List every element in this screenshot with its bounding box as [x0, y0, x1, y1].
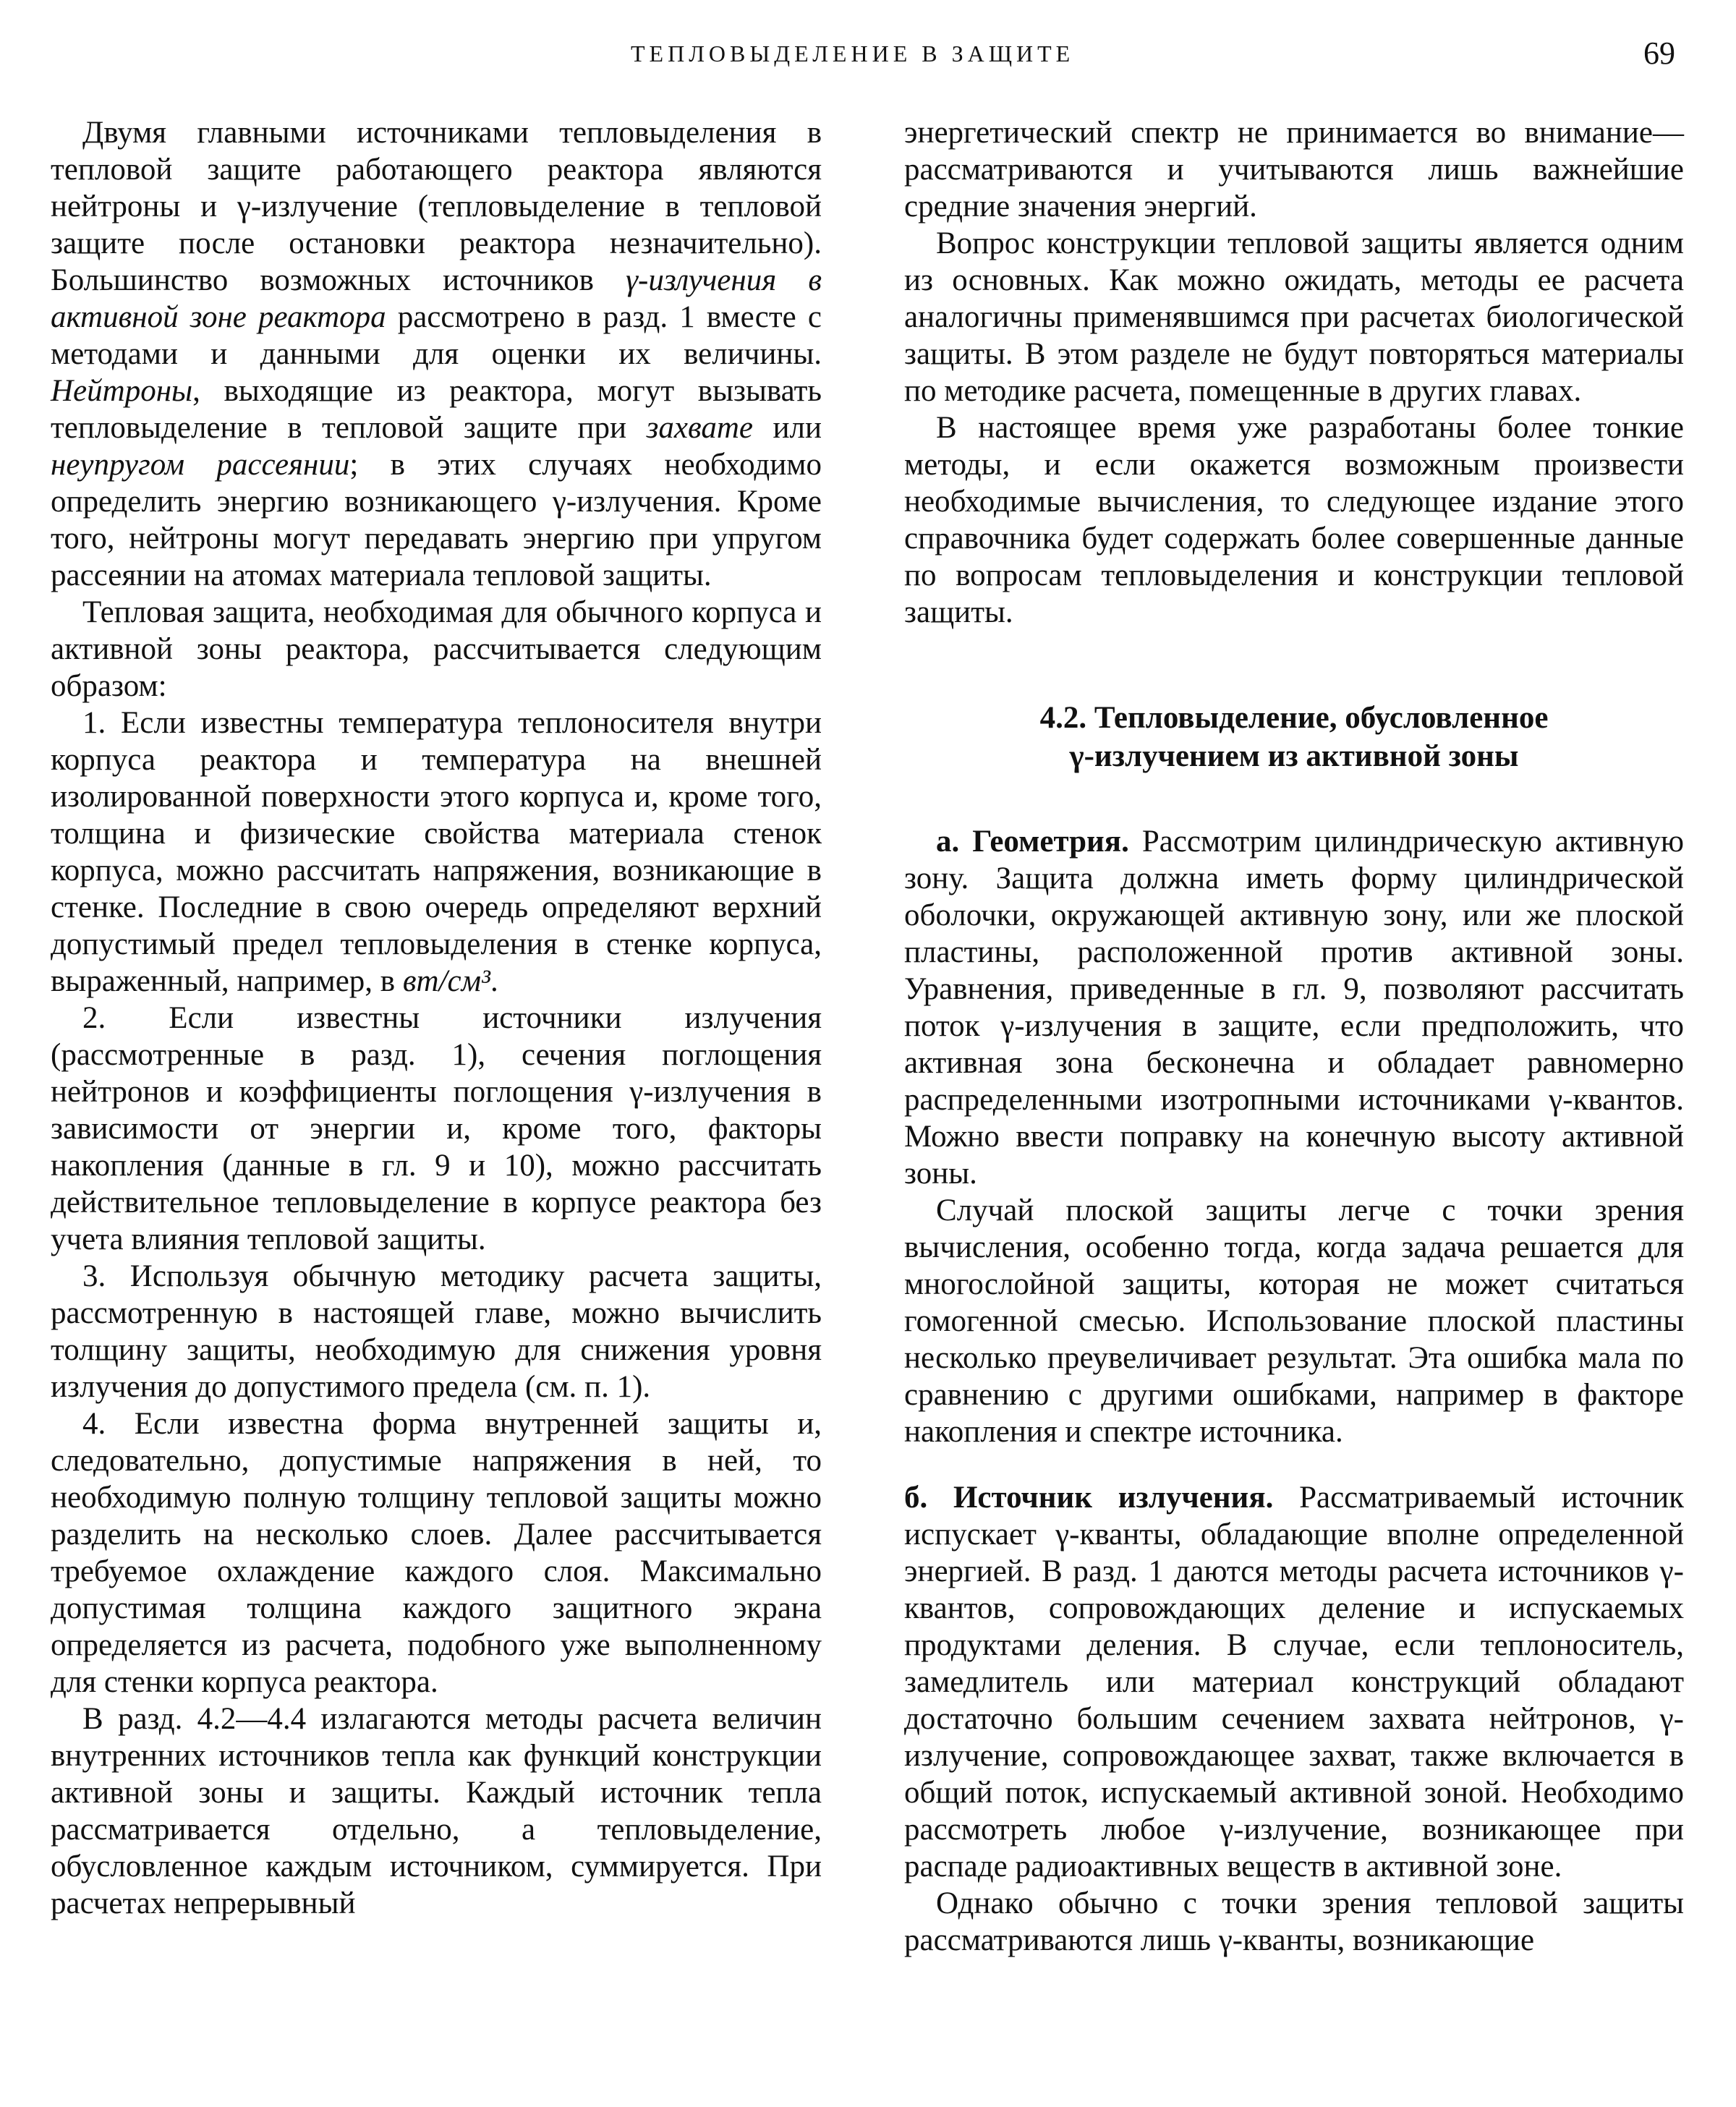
- right-column: [904, 114, 1684, 1959]
- text-run: ; в этих случаях необходимо определить энергию возникающего γ-излучения. Кроме того, нейтроны могут передавать энергию при упругом рассеянии на атомах материала тепловой защиты.: [51, 448, 822, 592]
- subsection-radiation-source: [904, 1479, 1684, 1885]
- paragraph-gamma-quanta: Однако обычно с точки зрения тепловой защиты рассматриваются лишь γ-кванты, возникающие: [904, 1886, 1684, 1957]
- text-run: Двумя главными источниками тепловыделения в тепловой защите работающего реактора являются нейтроны и γ-излучение (тепловыделение в тепловой защите после остановки реактора незначительно). Большинство возможных источников: [51, 116, 822, 297]
- paragraph-flat-shield: Случай плоской защиты легче с точки зрения вычисления, особенно тогда, когда задача решается для многослойной защиты, которая не может считаться гомогенной смесью. Использование плоской пластины несколько преувеличивает результат. Эта ошибка мала по сравнению с другими ошибками, например в факторе накопления и спектре источника.: [904, 1193, 1684, 1449]
- section-heading-line: γ-излучением из активной зоны: [1069, 739, 1519, 773]
- text-run: или: [752, 411, 822, 445]
- section-heading-line: 4.2. Тепловыделение, обусловленное: [1039, 701, 1549, 735]
- paragraph-item-1: [51, 705, 822, 1000]
- paragraph-calculation-intro: Тепловая защита, необходимая для обычного корпуса и активной зоны реактора, рассчитывается следующим образом:: [51, 595, 822, 703]
- subsection-geometry: [904, 823, 1684, 1192]
- page-number: 69: [1643, 35, 1675, 71]
- paragraph-design-question: Вопрос конструкции тепловой защиты является одним из основных. Как можно ожидать, методы ее расчета аналогичны применявшимся при расчетах биологической защиты. В этом разделе не будут повторяться материалы по методике расчета, помещенные в других главах.: [904, 226, 1684, 408]
- running-title: ТЕПЛОВЫДЕЛЕНИЕ В ЗАЩИТЕ: [631, 41, 1075, 67]
- subsection-geometry-title: а. Геометрия.: [936, 825, 1129, 859]
- emphasis-units: вт/см³: [402, 964, 490, 998]
- paragraph-future-methods: В настоящее время уже разработаны более тонкие методы, и если окажется возможным произвести необходимые вычисления, то следующее издание этого справочника будет содержать более совершенные данные по вопросам тепловыделения и конструкции тепловой защиты.: [904, 411, 1684, 629]
- spacer: [904, 1450, 1684, 1479]
- text-run: рассмотрено в разд. 1 вместе с методами и данными для оценки их величины.: [51, 300, 822, 371]
- text-run: Рассмотрим цилиндрическую активную зону. Защита должна иметь форму цилиндрической оболочки, окружающей активную зону, или же плоской пластины, расположенной против активной зоны. Уравнения, приведенные в гл. 9, позволяют рассчитать поток γ-излучения в защите, если предположить, что активная зона бесконечна и обладает равномерно распределенными изотропными источниками γ-квантов. Можно ввести поправку на конечную высоту активной зоны.: [904, 825, 1684, 1191]
- text-run: .: [490, 964, 498, 998]
- paragraph-item-3: 3. Используя обычную методику расчета защиты, рассмотренную в настоящей главе, можно вычислить толщину защиты, необходимую для снижения уровня излучения до допустимого предела (см. п. 1).: [51, 1259, 822, 1404]
- paragraph-heat-sources: [51, 114, 822, 594]
- paragraph-item-2: 2. Если известны источники излучения (рассмотренные в разд. 1), сечения поглощения нейтронов и коэффициенты поглощения γ-излучения в зависимости от энергии и, кроме того, факторы накопления (данные в гл. 9 и 10), можно рассчитать действительное тепловыделение в корпусе реактора без учета влияния тепловой защиты.: [51, 1001, 822, 1256]
- subsection-source-title: б. Источник излучения.: [904, 1481, 1274, 1515]
- text-run: , выходящие из реактора, могут вызывать тепловыделение в тепловой защите при: [51, 374, 822, 445]
- left-column: [51, 114, 822, 1922]
- emphasis-capture: захвате: [646, 411, 753, 445]
- emphasis-gamma-core: γ-излучения в активной зоне реактора: [51, 263, 822, 334]
- text-run: 1. Если известны температура теплоносителя внутри корпуса реактора и температура на внешней изолированной поверхности этого корпуса и, кроме того, толщина и физические свойства материала стенок корпуса, можно рассчитать напряжения, возникающие в стенке. Последние в свою очередь определяют верхний допустимый предел тепловыделения в стенке корпуса, выраженный, например, в: [51, 706, 822, 998]
- paragraph-continued: энергетический спектр не принимается во внимание—рассматриваются и учитываются лишь важнейшие средние значения энергий.: [904, 116, 1684, 224]
- section-heading-4-2: [904, 699, 1684, 775]
- paragraph-item-4: 4. Если известна форма внутренней защиты и, следовательно, допустимые напряжения в ней, то необходимую полную толщину тепловой защиты можно разделить на несколько слоев. Далее рассчитывается требуемое охлаждение каждого слоя. Максимально допустимая толщина каждого защитного экрана определяется из расчета, подобного уже выполненному для стенки корпуса реактора.: [51, 1407, 822, 1699]
- emphasis-inelastic-scattering: неупругом рассеянии: [51, 448, 350, 482]
- paragraph-sections-overview: В разд. 4.2—4.4 излагаются методы расчета величин внутренних источников тепла как функций конструкции активной зоны и защиты. Каждый источник тепла рассматривается отдельно, а тепловыделение, обусловленное каждым источником, суммируется. При расчетах непрерывный: [51, 1702, 822, 1920]
- text-run: Рассматриваемый источник испускает γ-кванты, обладающие вполне определенной энергией. В разд. 1 даются методы расчета источников γ-квантов, сопровождающих деление и испускаемых продуктами деления. В случае, если теплоноситель, замедлитель или материал конструкций обладают достаточно большим сечением захвата нейтронов, γ-излучение, сопровождающее захват, также включается в общий поток, испускаемый активной зоной. Необходимо рассмотреть любое γ-излучение, возникающее при распаде радиоактивных веществ в активной зоне.: [904, 1481, 1684, 1883]
- running-header: [0, 32, 1736, 75]
- emphasis-neutrons: Нейтроны: [51, 374, 193, 408]
